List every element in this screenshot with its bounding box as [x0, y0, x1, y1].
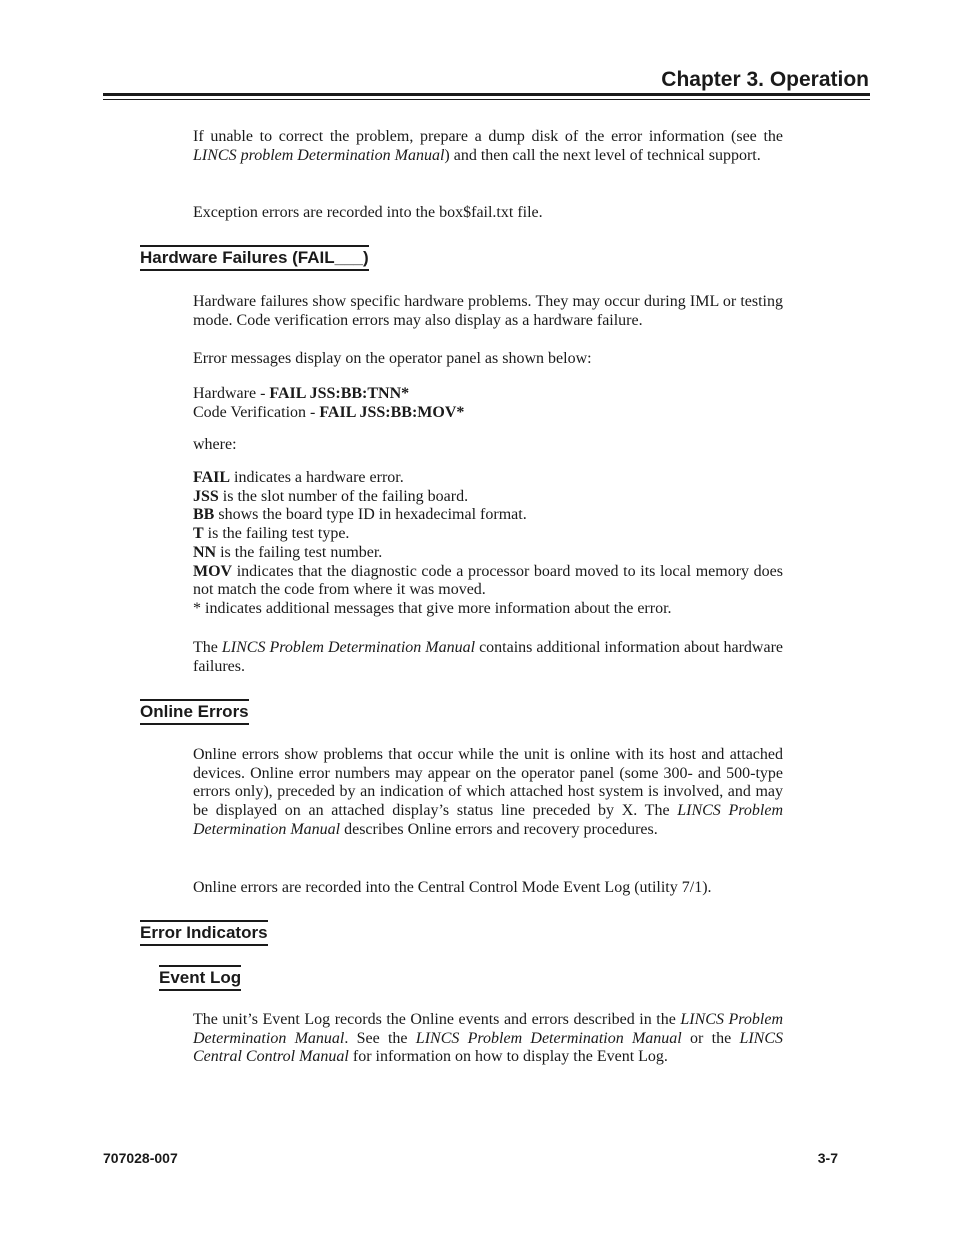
online-paragraph-2: Online errors are recorded into the Central Control Mode Event Log (utility 7/1). — [193, 879, 712, 896]
definition-item: FAIL indicates a hardware error. — [193, 469, 404, 486]
section-heading-hardware: Hardware Failures (FAIL___) — [140, 245, 369, 271]
page-number: 3-7 — [817, 1150, 838, 1166]
manual-reference: LINCS Problem Determination Manual — [193, 802, 783, 838]
manual-reference: LINCS Problem Determination Manual — [193, 1011, 784, 1047]
definition-list — [193, 469, 783, 619]
event-log-paragraph: The unit’s Event Log records the Online events and errors described in the LINCS Problem Determination Manual. See the LINCS Problem Determination Manual or the LINCS Central Control Manual for information on how to display the Event Log. — [193, 1011, 784, 1066]
definition-item: T is the failing test type. — [193, 525, 350, 543]
definition-item: BB shows the board type ID in hexadecimal format. — [193, 506, 527, 524]
header-rule-thin — [103, 99, 870, 100]
section-heading-online: Online Errors — [140, 699, 249, 725]
chapter-title: Chapter 3. Operation — [661, 68, 869, 91]
intro-paragraph-2: Exception errors are recorded into the box$fail.txt file. — [193, 204, 543, 221]
hardware-paragraph-3: The LINCS Problem Determination Manual contains additional information about hardware failures. — [193, 639, 784, 675]
code-verification-message-line: Code Verification - FAIL JSS:BB:MOV* — [193, 403, 465, 421]
online-paragraph-1: Online errors show problems that occur while the unit is online with its host and attached devices. Online error numbers may appear on the operator panel (some 300- and 500-type errors only), preceded by an indication of which attached host system is involved, and may be displayed on an attached display’s status line preceded by X. The LINCS Problem Determination Manual describes Online errors and recovery procedures. — [193, 746, 783, 838]
manual-reference: LINCS Central Control Manual — [193, 1029, 784, 1066]
hardware-message-line: Hardware - FAIL JSS:BB:TNN* — [193, 385, 410, 402]
hardware-paragraph-1: Hardware failures show specific hardware problems. They may occur during IML or testing mode. Code verification errors may also display as a hardware failure. — [193, 293, 783, 329]
manual-reference: LINCS Problem Determination Manual — [415, 1029, 682, 1047]
section-heading-indicators: Error Indicators — [140, 920, 268, 946]
manual-reference: LINCS problem Determination Manual — [193, 146, 445, 164]
hardware-paragraph-2: Error messages display on the operator panel as shown below: — [193, 350, 592, 367]
definition-item: MOV indicates that the diagnostic code a processor board moved to its local memory does not match the code from where it was moved. — [193, 562, 783, 599]
manual-reference: LINCS Problem Determination Manual — [221, 639, 476, 656]
subsection-heading-event-log: Event Log — [159, 965, 241, 991]
error-message-formats — [193, 385, 783, 422]
definition-item: JSS is the slot number of the failing board. — [193, 487, 469, 505]
definition-item: NN is the failing test number. — [193, 543, 383, 561]
header-rule-thick — [103, 93, 870, 96]
where-label: where: — [193, 436, 237, 453]
intro-paragraph-1: If unable to correct the problem, prepare a dump disk of the error information (see the LINCS problem Determination Manual) and then call the next level of technical support. — [193, 128, 783, 164]
document-number: 707028-007 — [103, 1150, 178, 1166]
definition-item: * indicates additional messages that give more information about the error. — [193, 599, 672, 617]
